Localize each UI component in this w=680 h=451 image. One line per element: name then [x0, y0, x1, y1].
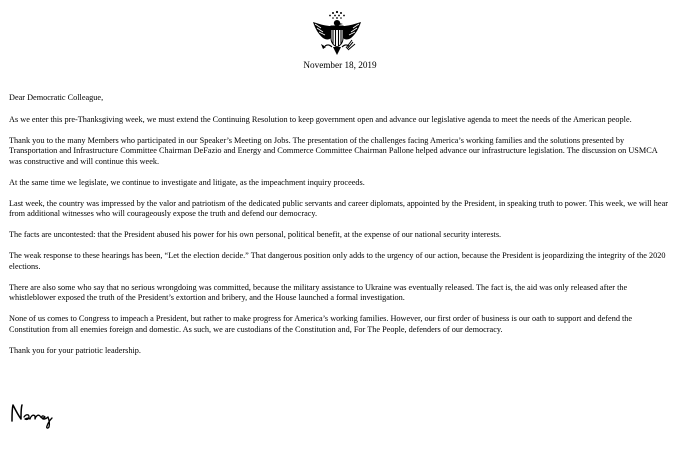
paragraph: The weak response to these hearings has been, “Let the election decide.” That dangerous position only adds to the urgency of our action, because the President is jeopardizing the integrity of the 2020 elections.	[9, 251, 666, 271]
signature-nancy	[8, 399, 70, 431]
salutation: Dear Democratic Colleague,	[9, 93, 104, 102]
paragraph: Last week, the country was impressed by the valor and patriotism of the dedicated public servants and career diplomats, appointed by the President, in speaking truth to power. This week, we will hear from additional witnesses who will courageously expose the truth and defend our democracy.	[9, 198, 668, 219]
letter-body	[9, 93, 671, 357]
paragraph: Thank you to the many Members who participated in our Speaker’s Meeting on Jobs. The presentation of the challenges facing America’s working families and the solutions presented by Transportation and Infrastructure Committee Chairman DeFazio and Energy and Commerce Committee Chairman Pallone helped advance our infrastructure legislation. The discussion on USMCA was constructive and will continue this week.	[9, 135, 658, 166]
paragraph: As we enter this pre-Thanksgiving week, we must extend the Continuing Resolution to keep government open and advance our legislative agenda to meet the needs of the American people.	[9, 114, 632, 124]
letter-date: November 18, 2019	[303, 60, 377, 70]
paragraph: None of us comes to Congress to impeach a President, but rather to make progress for America’s working families. However, our first order of business is our oath to support and defend the Constitution from all enemies foreign and domestic. As such, we are custodians of the Constitution and, For The People, defenders of our democracy.	[9, 314, 633, 335]
paragraph: The facts are uncontested: that the President abused his power for his own personal, political benefit, at the expense of our national security interests.	[9, 230, 502, 240]
closing: Thank you for your patriotic leadership.	[9, 346, 141, 356]
paragraph: There are also some who say that no serious wrongdoing was committed, because the military assistance to Ukraine was eventually released. The fact is, the aid was only released after the whistleblower exposed the truth of the President’s extortion and bribery, and the House launched a formal investigation.	[9, 282, 628, 303]
eagle-seal-icon	[309, 8, 365, 58]
paragraph: At the same time we legislate, we continue to investigate and litigate, as the impeachment inquiry proceeds.	[9, 177, 365, 187]
